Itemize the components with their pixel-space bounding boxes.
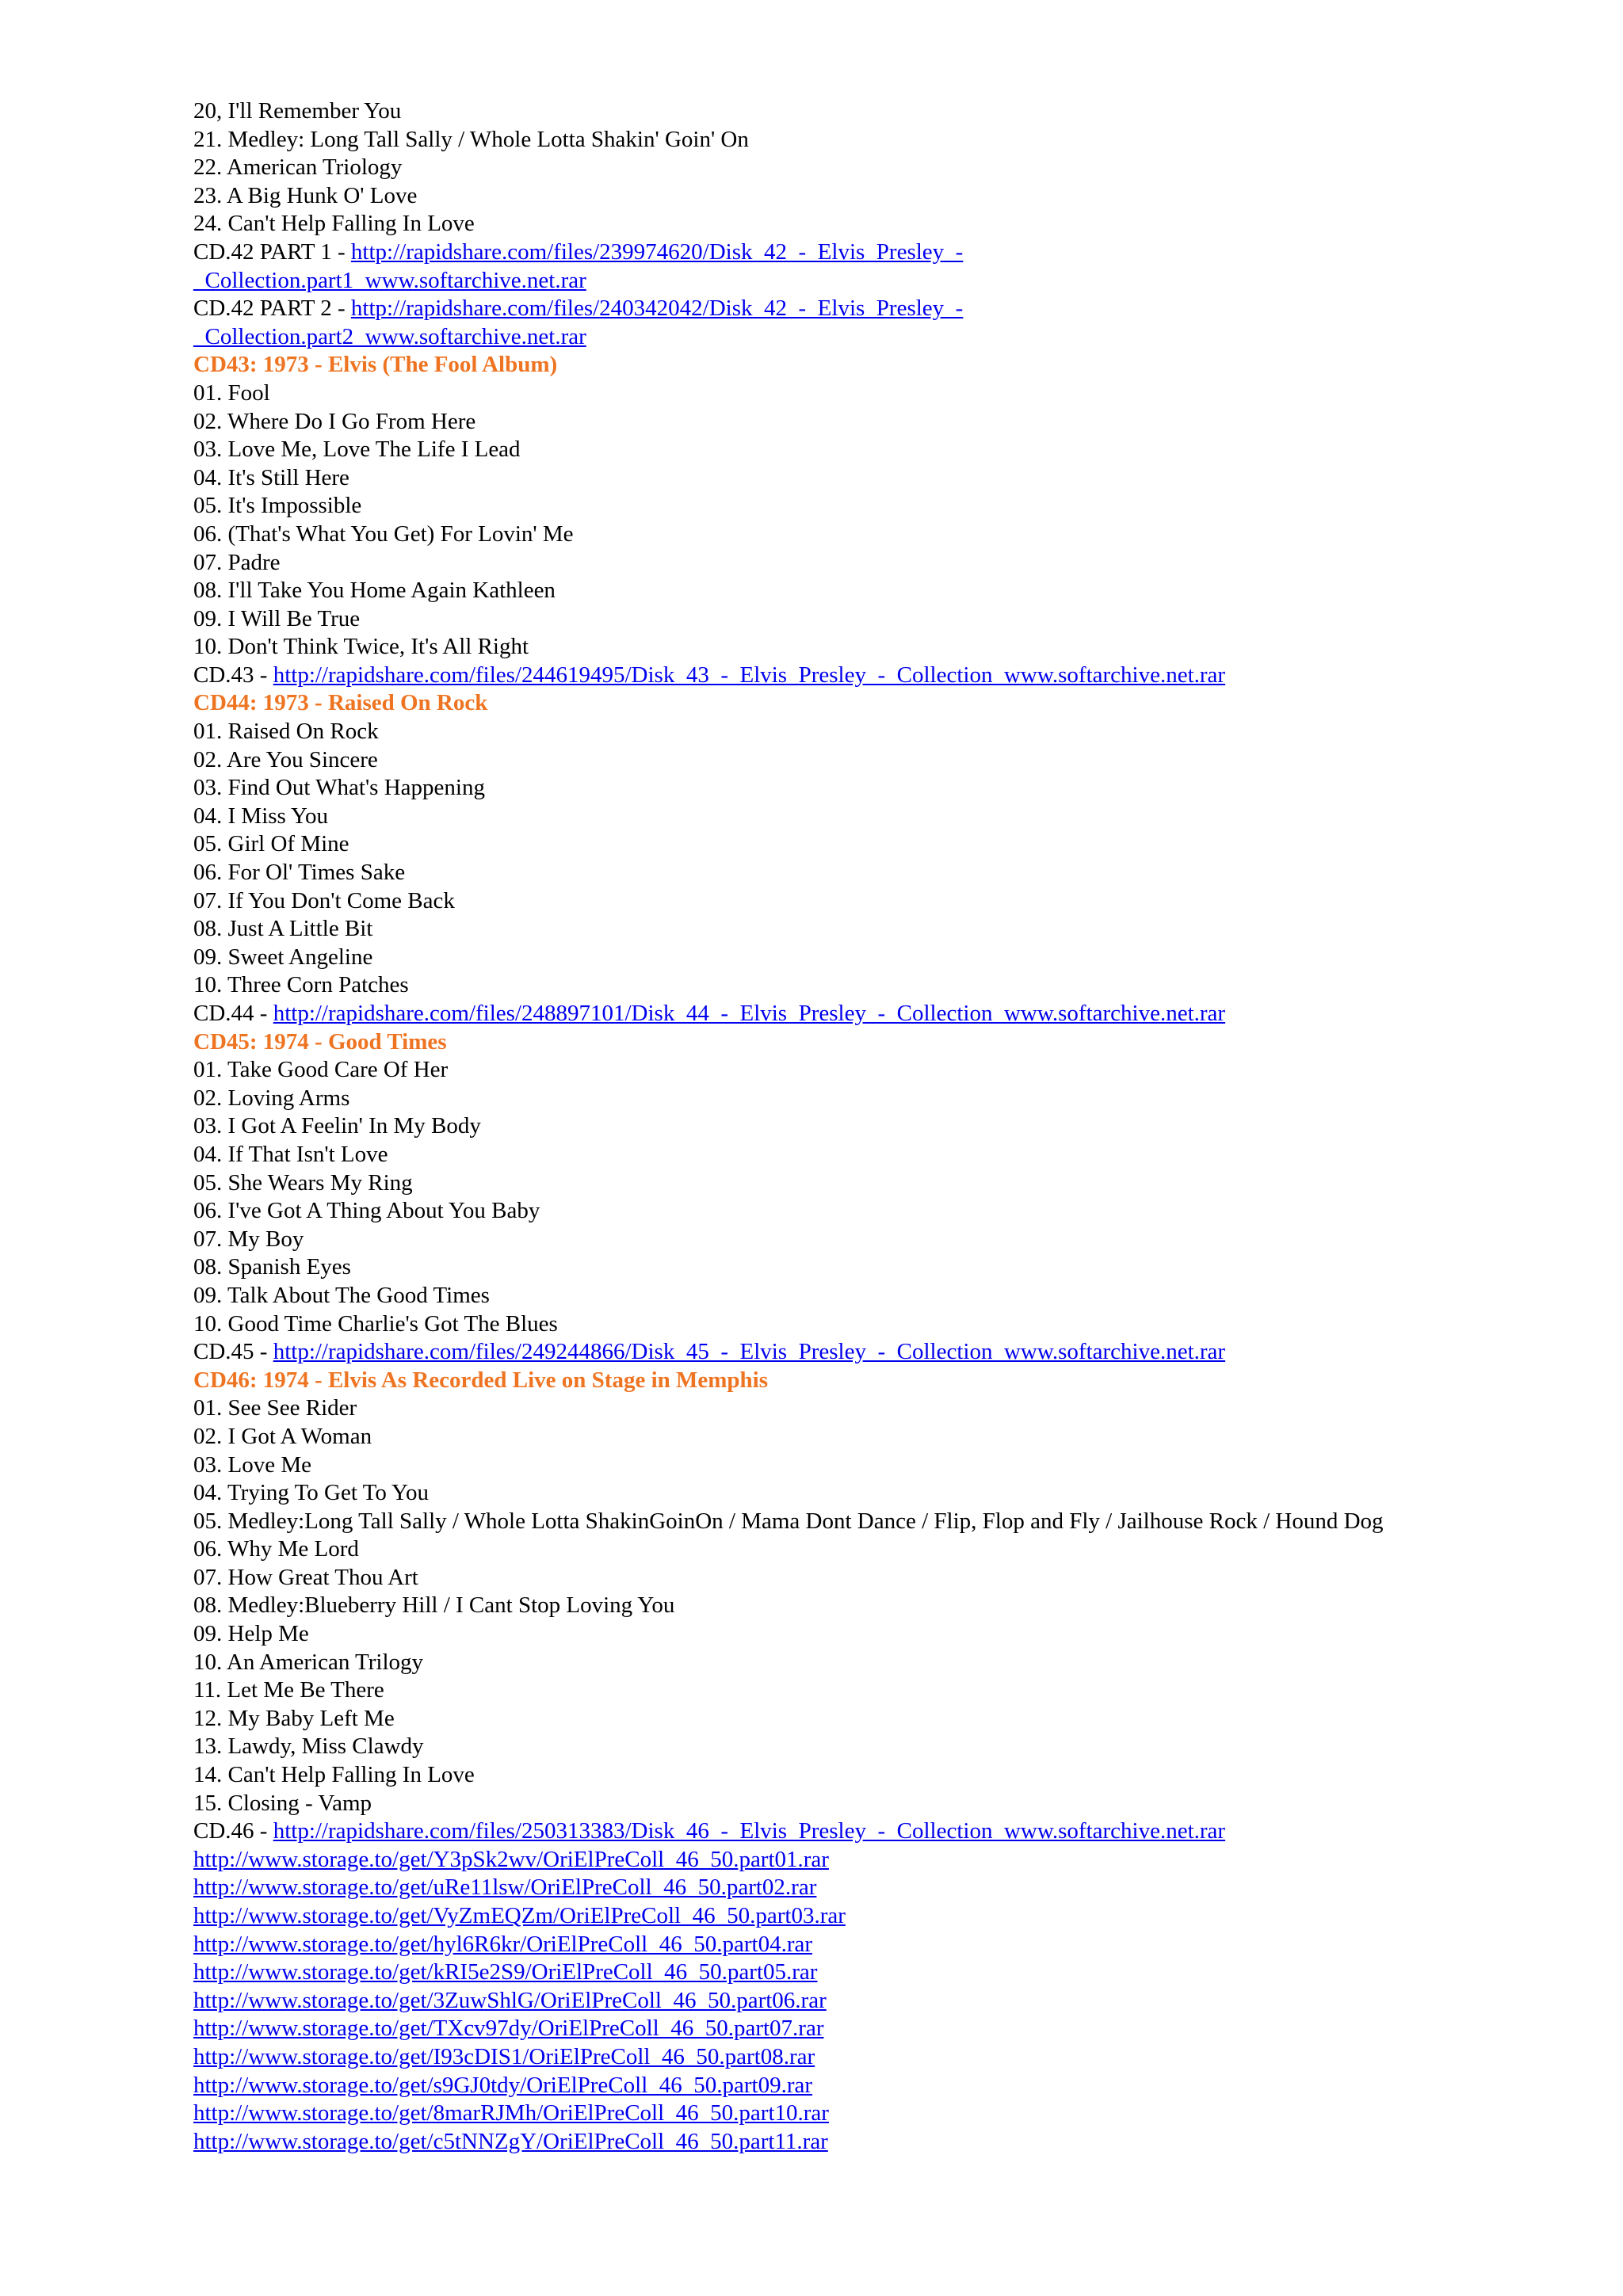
cd44-tracklist [193, 718, 1430, 1000]
storage-link-row [193, 2128, 1430, 2157]
cd43-heading: CD43: 1973 - Elvis (The Fool Album) [193, 352, 558, 378]
track-item: 03. Love Me, Love The Life I Lead [193, 437, 521, 463]
track-item: 23. A Big Hunk O' Love [193, 182, 418, 208]
cd45-download [193, 1338, 1430, 1367]
storage-link[interactable]: http://www.storage.to/get/s9GJ0tdy/OriElPreColl_46_50.part09.rar [193, 2072, 813, 2098]
storage-link[interactable]: http://www.storage.to/get/c5tNNZgY/OriElPreColl_46_50.part11.rar [193, 2128, 828, 2154]
track-item: 10. Don't Think Twice, It's All Right [193, 634, 529, 660]
track-item: 04. Trying To Get To You [193, 1480, 430, 1506]
cd42-part1-download [193, 238, 1430, 267]
track-item: 04. I Miss You [193, 803, 329, 829]
cd44-download [193, 1000, 1430, 1028]
download-label: CD.44 - [193, 1001, 273, 1026]
track-item: 08. I'll Take You Home Again Kathleen [193, 578, 556, 604]
cd45-tracklist [193, 1056, 1430, 1338]
document-body [193, 97, 1430, 2156]
track-item: 21. Medley: Long Tall Sally / Whole Lotta Shakin' Goin' On [193, 126, 749, 152]
track-item: 01. Fool [193, 379, 270, 406]
track-item: 09. I Will Be True [193, 605, 361, 631]
download-label: CD.43 - [193, 662, 273, 688]
track-item: 06. I've Got A Thing About You Baby [193, 1198, 540, 1224]
download-link[interactable]: http://rapidshare.com/files/250313383/Disk_46_-_Elvis_Presley_-_Collection_www.softarchive.net.rar [273, 1818, 1226, 1844]
storage-link-row [193, 1958, 1430, 1987]
track-item: 09. Help Me [193, 1621, 309, 1647]
track-item: 10. Three Corn Patches [193, 972, 409, 998]
storage-link[interactable]: http://www.storage.to/get/TXcv97dy/OriElPreColl_46_50.part07.rar [193, 2016, 824, 2042]
storage-link-row [193, 2015, 1430, 2043]
track-item: 06. Why Me Lord [193, 1536, 359, 1562]
cd46-storage-links [193, 1846, 1430, 2157]
track-item: 08. Just A Little Bit [193, 916, 373, 942]
storage-link-row [193, 1846, 1430, 1875]
track-item: 02. Loving Arms [193, 1085, 350, 1111]
track-item: 10. Good Time Charlie's Got The Blues [193, 1310, 558, 1337]
cd46-download [193, 1817, 1430, 1846]
download-link[interactable]: _Collection.part1_www.softarchive.net.rar [193, 267, 586, 293]
download-link[interactable]: http://rapidshare.com/files/240342042/Disk_42_-_Elvis_Presley_- [350, 296, 964, 322]
cd42-part2-download [193, 295, 1430, 323]
track-item: 03. I Got A Feelin' In My Body [193, 1113, 481, 1139]
storage-link[interactable]: http://www.storage.to/get/8marRJMh/OriElPreColl_46_50.part10.rar [193, 2100, 829, 2126]
download-link[interactable]: _Collection.part2_www.softarchive.net.rar [193, 323, 586, 349]
track-item: 07. How Great Thou Art [193, 1564, 418, 1590]
track-item: 04. If That Isn't Love [193, 1141, 388, 1167]
track-item: 08. Spanish Eyes [193, 1254, 351, 1280]
track-item: 09. Sweet Angeline [193, 944, 373, 970]
track-item: 01. Raised On Rock [193, 719, 379, 745]
track-item: 06. (That's What You Get) For Lovin' Me [193, 521, 574, 547]
track-item: 05. Girl Of Mine [193, 831, 349, 857]
track-item: 01. See See Rider [193, 1395, 357, 1421]
storage-link-row [193, 2043, 1430, 2072]
cd42-part2-download-cont [193, 323, 1430, 352]
track-item: 05. It's Impossible [193, 493, 362, 519]
track-item: 02. I Got A Woman [193, 1423, 372, 1449]
track-item: 09. Talk About The Good Times [193, 1282, 490, 1308]
track-item: 15. Closing - Vamp [193, 1790, 372, 1816]
track-item: 05. Medley:Long Tall Sally / Whole Lotta ShakinGoinOn / Mama Dont Dance / Flip, Flop and Fly / Jailhouse Rock / Hound Dog [193, 1508, 1384, 1534]
track-item: 08. Medley:Blueberry Hill / I Cant Stop Loving You [193, 1592, 675, 1619]
track-item: 02. Where Do I Go From Here [193, 408, 476, 434]
storage-link-row [193, 1874, 1430, 1902]
cd44-section [193, 689, 1430, 1028]
track-item: 06. For Ol' Times Sake [193, 860, 406, 886]
track-item: 07. Padre [193, 549, 281, 575]
track-item: 22. American Triology [193, 154, 403, 181]
track-item: 10. An American Trilogy [193, 1649, 424, 1675]
download-label: CD.42 PART 2 - [193, 296, 351, 322]
cd42-tracklist [193, 97, 1430, 238]
storage-link[interactable]: http://www.storage.to/get/kRI5e2S9/OriElPreColl_46_50.part05.rar [193, 1959, 818, 1985]
track-item: 03. Find Out What's Happening [193, 775, 485, 801]
cd46-heading: CD46: 1974 - Elvis As Recorded Live on Stage in Memphis [193, 1367, 768, 1393]
storage-link-row [193, 2072, 1430, 2100]
track-item: 07. If You Don't Come Back [193, 887, 455, 913]
track-item: 02. Are You Sincere [193, 746, 378, 772]
storage-link[interactable]: http://www.storage.to/get/VyZmEQZm/OriElPreColl_46_50.part03.rar [193, 1903, 846, 1928]
track-item: 14. Can't Help Falling In Love [193, 1762, 475, 1788]
cd46-section [193, 1367, 1430, 2157]
track-item: 20, I'll Remember You [193, 98, 402, 124]
download-link[interactable]: http://rapidshare.com/files/244619495/Disk_43_-_Elvis_Presley_-_Collection_www.softarchive.net.rar [273, 662, 1226, 688]
storage-link[interactable]: http://www.storage.to/get/Y3pSk2wv/OriElPreColl_46_50.part01.rar [193, 1846, 829, 1872]
cd46-tracklist [193, 1394, 1430, 1817]
storage-link-row [193, 1931, 1430, 1959]
storage-link-row [193, 1902, 1430, 1931]
cd42-section [193, 97, 1430, 351]
download-label: CD.42 PART 1 - [193, 238, 351, 265]
storage-link[interactable]: http://www.storage.to/get/hyl6R6kr/OriElPreColl_46_50.part04.rar [193, 1931, 813, 1957]
storage-link[interactable]: http://www.storage.to/get/I93cDIS1/OriElPreColl_46_50.part08.rar [193, 2043, 815, 2069]
download-link[interactable]: http://rapidshare.com/files/239974620/Disk_42_-_Elvis_Presley_- [350, 238, 964, 265]
track-item: 11. Let Me Be There [193, 1677, 384, 1703]
storage-link[interactable]: http://www.storage.to/get/uRe11lsw/OriElPreColl_46_50.part02.rar [193, 1875, 817, 1901]
storage-link[interactable]: http://www.storage.to/get/3ZuwShlG/OriElPreColl_46_50.part06.rar [193, 1987, 827, 2013]
track-item: 13. Lawdy, Miss Clawdy [193, 1733, 424, 1760]
track-item: 24. Can't Help Falling In Love [193, 211, 475, 237]
cd42-part1-download-cont [193, 267, 1430, 296]
download-link[interactable]: http://rapidshare.com/files/248897101/Disk_44_-_Elvis_Presley_-_Collection_www.softarchive.net.rar [273, 1001, 1226, 1026]
track-item: 03. Love Me [193, 1451, 311, 1478]
track-item: 12. My Baby Left Me [193, 1705, 395, 1731]
download-link[interactable]: http://rapidshare.com/files/249244866/Disk_45_-_Elvis_Presley_-_Collection_www.softarchive.net.rar [273, 1339, 1226, 1365]
download-label: CD.46 - [193, 1818, 273, 1844]
cd44-heading: CD44: 1973 - Raised On Rock [193, 690, 488, 716]
cd43-tracklist [193, 379, 1430, 662]
storage-link-row [193, 2100, 1430, 2128]
cd45-section [193, 1028, 1430, 1367]
track-item: 01. Take Good Care Of Her [193, 1057, 449, 1083]
download-label: CD.45 - [193, 1339, 273, 1365]
storage-link-row [193, 1987, 1430, 2016]
cd45-heading: CD45: 1974 - Good Times [193, 1028, 447, 1055]
track-item: 07. My Boy [193, 1226, 304, 1252]
cd43-download [193, 662, 1430, 690]
track-item: 05. She Wears My Ring [193, 1169, 413, 1196]
track-item: 04. It's Still Here [193, 464, 349, 490]
cd43-section [193, 351, 1430, 689]
